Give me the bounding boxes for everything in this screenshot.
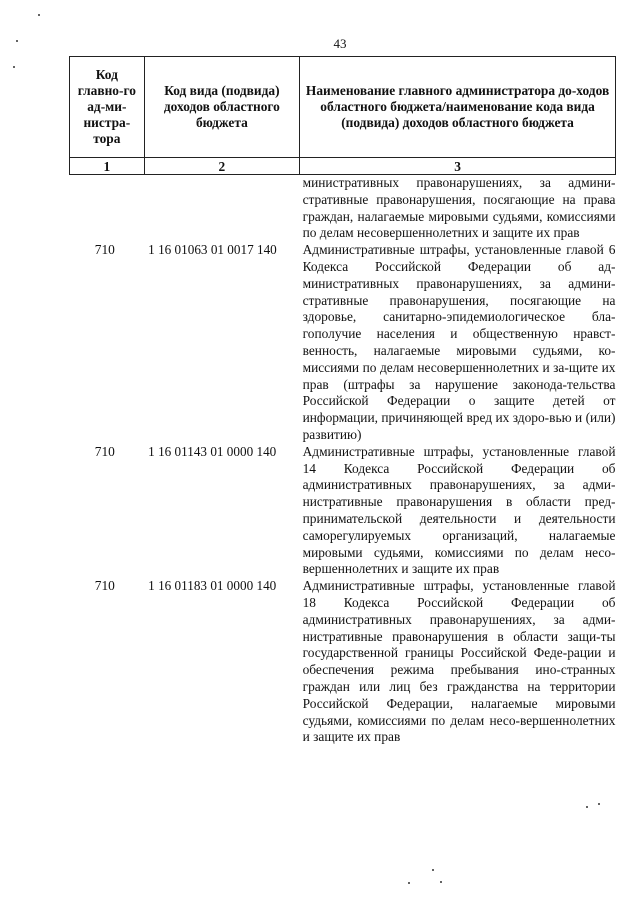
table-header-row xyxy=(70,57,616,158)
column-number: 2 xyxy=(144,158,299,175)
admin-code-cell: 710 xyxy=(94,578,115,594)
revenue-code-cell: 1 16 01063 01 0017 140 xyxy=(148,242,277,258)
description-cell: Административные штрафы, установленные главой 6 Кодекса Российской Федерации об ад-министративных правонарушениях, за админи-стративные правонарушения, посягающие на здоровье, санитарно-эпидемиологическое бла-гополучие населения и общественную нравст-венность, налагаемые мировыми судьями, ко-миссиями по делам несовершеннолетних и за-щите их прав (штрафы за нарушение законода-тельства Российской Федерации о защите детей от информации, причиняющей вред их здоро-вью и (или) развитию) xyxy=(302,242,616,442)
revenue-code-cell: 1 16 01183 01 0000 140 xyxy=(148,578,277,594)
column-number-row xyxy=(70,158,616,175)
description-cell: Административные штрафы, установленные главой 18 Кодекса Российской Федерации об административных правонарушениях, за адми-нистративные правонарушения в области защи-ты государственной границы Российской Феде-рации и обеспечения режима пребывания ино-странных граждан или лиц без гражданства на территории Российской Федерации, налагаемые мировыми судьями, комиссиями по делам несо-вершеннолетних и защите их прав xyxy=(302,578,616,745)
scan-speck xyxy=(432,869,434,871)
header-administrator-name: Наименование главного администратора до-ходов областного бюджета/наименование кода вида (подвида) доходов областного бюджета xyxy=(300,57,616,158)
page-number: 43 xyxy=(333,36,347,51)
table-row xyxy=(70,578,616,746)
admin-code-cell: 710 xyxy=(94,443,115,459)
revenue-codes-table xyxy=(69,56,616,746)
continued-description: министративных правонарушениях, за админи-стративные правонарушения, посягающие на права граждан, налагаемые мировыми судьями, комиссиями по делам несовершеннолетних и защите их прав xyxy=(302,175,616,241)
admin-code-cell: 710 xyxy=(94,242,115,258)
scan-speck xyxy=(13,66,15,68)
scan-speck xyxy=(586,806,588,808)
header-revenue-code: Код вида (подвида) доходов областного бюджета xyxy=(144,57,299,158)
scan-speck xyxy=(598,803,600,805)
column-number: 3 xyxy=(300,158,616,175)
scan-speck xyxy=(440,881,442,883)
description-cell: Административные штрафы, установленные главой 14 Кодекса Российской Федерации об административных правонарушениях, за адми-нистративные правонарушения в области пред-принимательской деятельности и деятельности саморегулируемых организаций, налагаемые мировыми судьями, комиссиями по делам несо-вершеннолетних и защите их прав xyxy=(302,443,616,577)
revenue-code-cell: 1 16 01143 01 0000 140 xyxy=(148,443,277,459)
scan-speck xyxy=(16,40,18,42)
table-row xyxy=(70,444,616,578)
column-number: 1 xyxy=(70,158,145,175)
table-row-continuation xyxy=(70,175,616,243)
scan-speck xyxy=(408,882,410,884)
table-row xyxy=(70,242,616,444)
scan-speck xyxy=(38,14,40,16)
header-admin-code: Код главно-го ад-ми-нистра-тора xyxy=(70,57,145,158)
